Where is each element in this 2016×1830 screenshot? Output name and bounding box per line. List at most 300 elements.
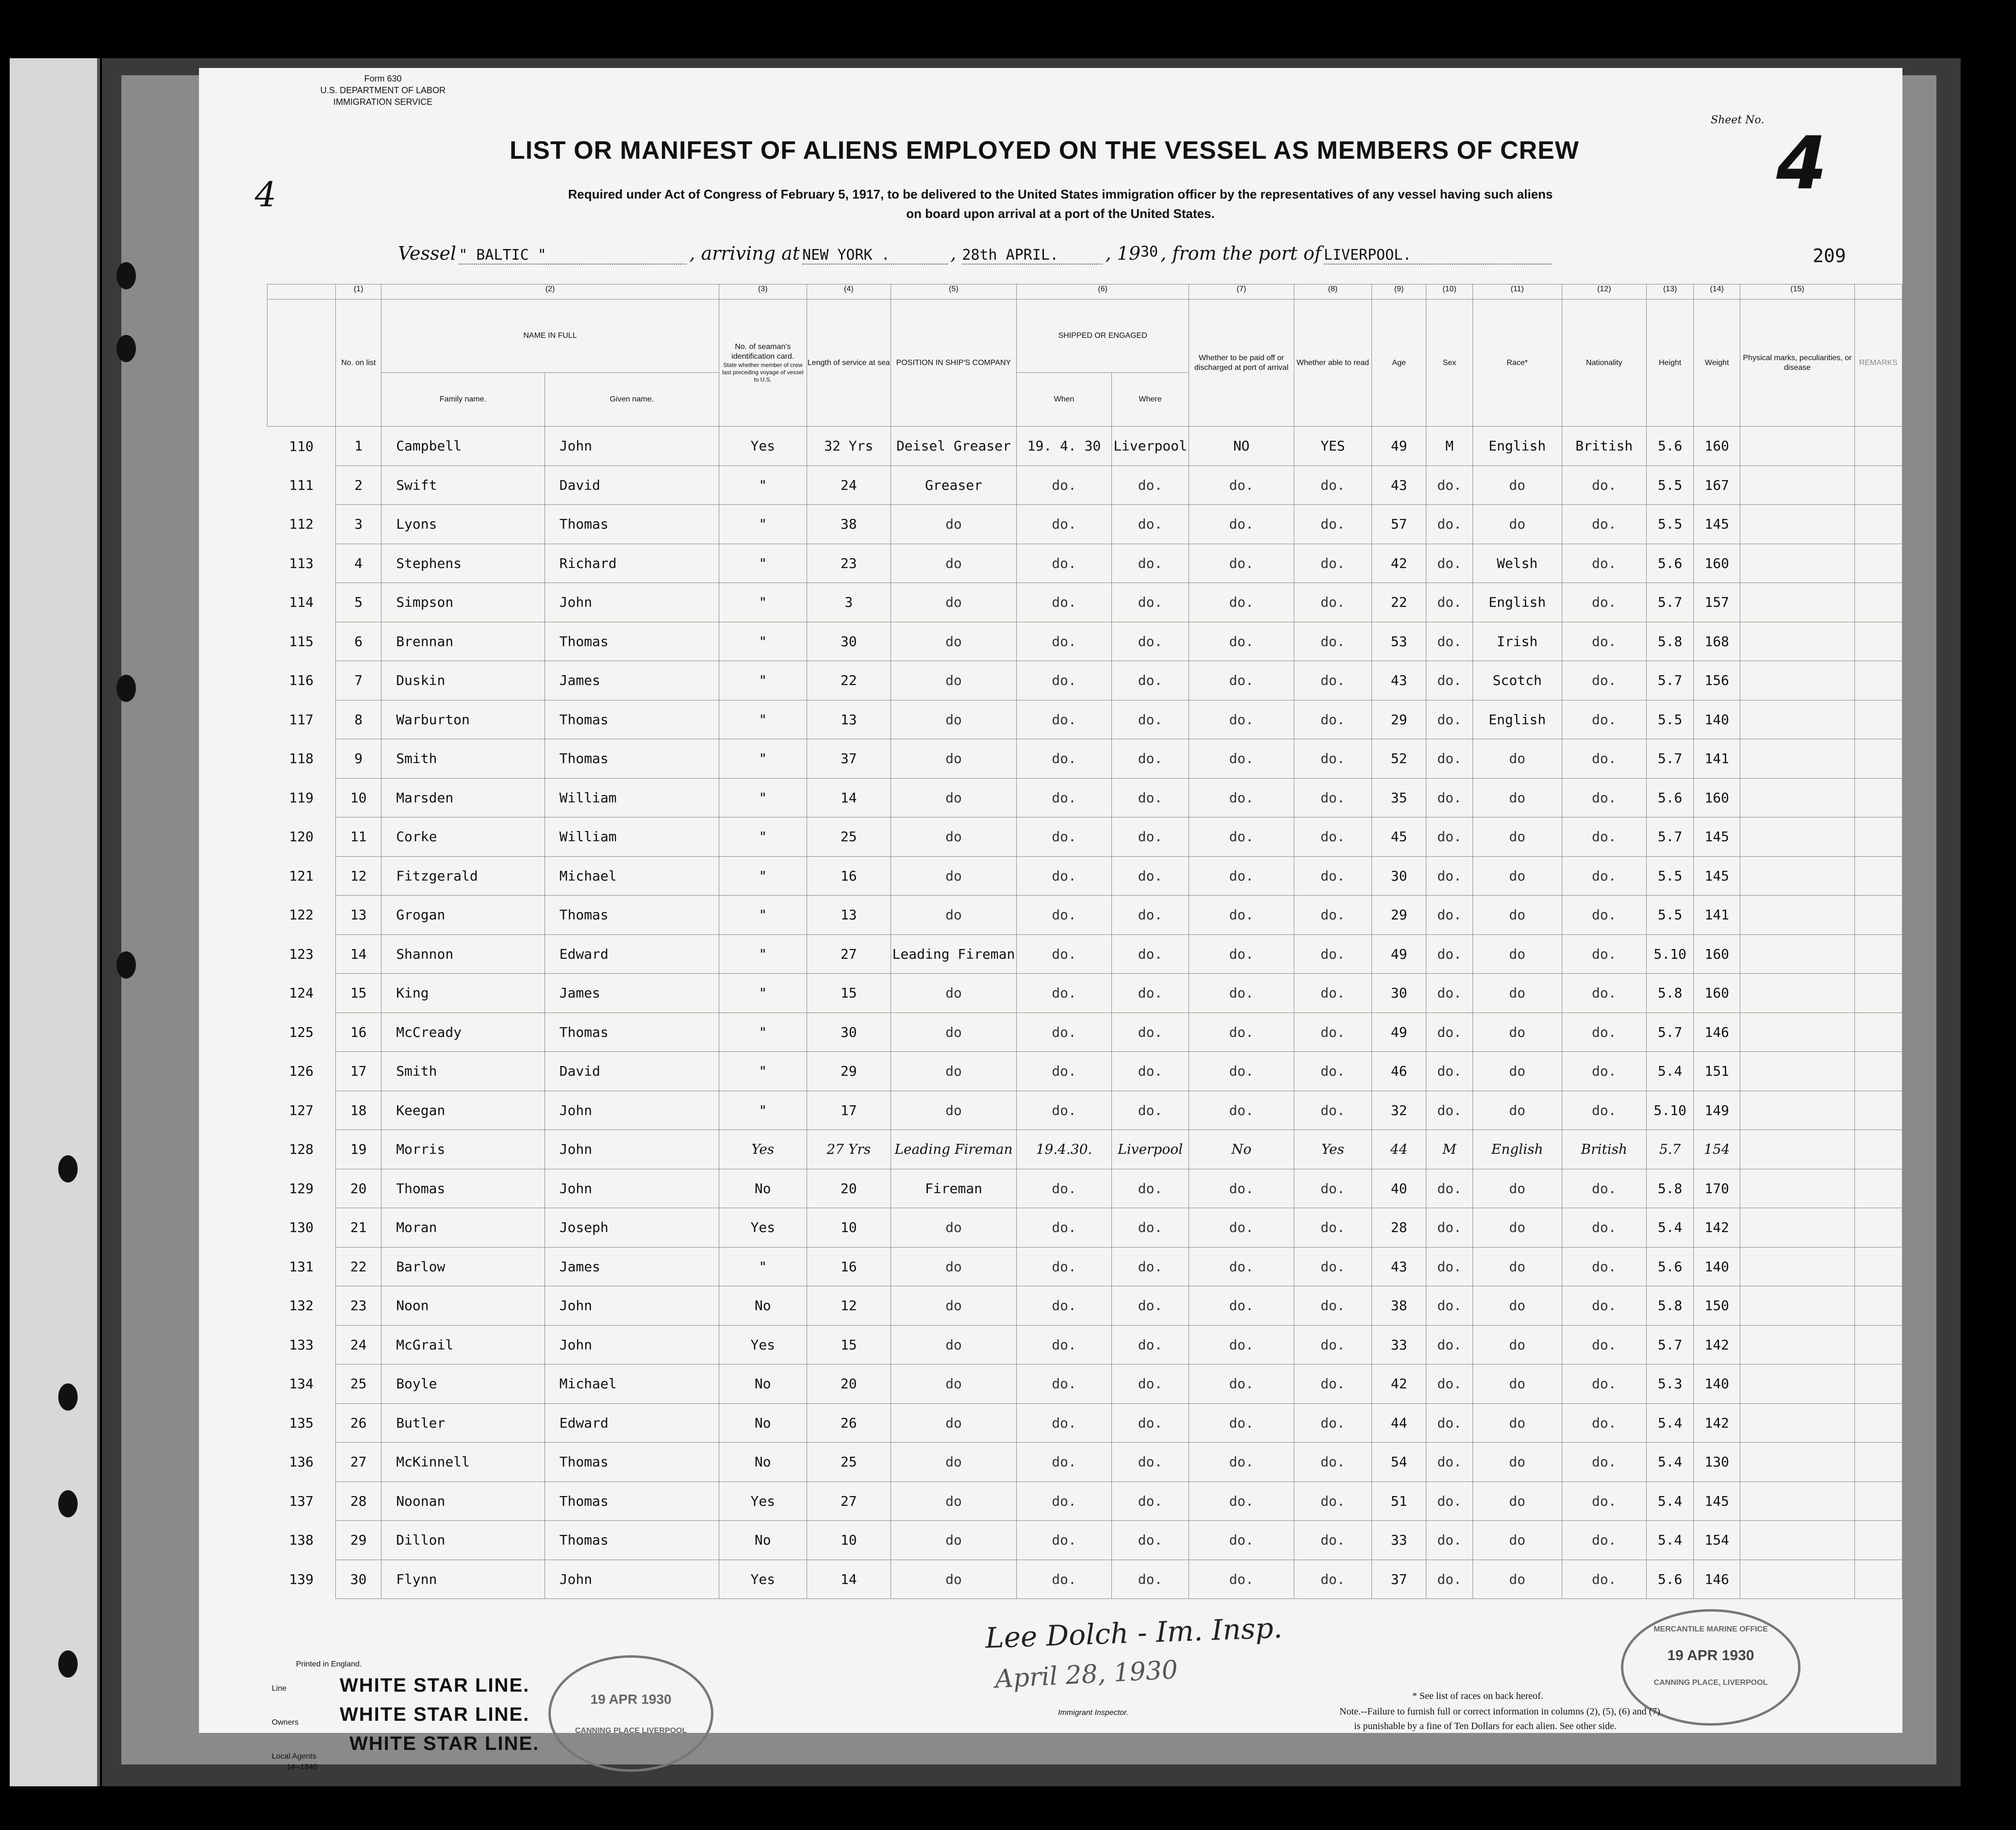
position-cell: do xyxy=(891,1091,1016,1130)
id-card-cell: Yes xyxy=(719,1560,807,1599)
shipped-where-cell: do. xyxy=(1111,700,1189,739)
service-length-cell: 30 xyxy=(807,622,891,661)
remarks-cell xyxy=(1854,1560,1902,1599)
id-card-cell: " xyxy=(719,505,807,544)
nationality-cell: do. xyxy=(1562,1013,1647,1052)
sex-cell: do. xyxy=(1426,505,1473,544)
table-row xyxy=(267,1052,1902,1091)
nationality-cell: do. xyxy=(1562,1286,1647,1326)
height-cell: 5.7 xyxy=(1647,1130,1694,1169)
physical-marks-cell xyxy=(1740,1013,1855,1052)
shipped-when-cell: do. xyxy=(1017,544,1112,583)
sex-cell: do. xyxy=(1426,1481,1473,1521)
list-number-cell: 25 xyxy=(336,1364,381,1404)
paid-off-cell: do. xyxy=(1189,856,1294,896)
given-name-cell: John xyxy=(545,1286,719,1326)
form-number: Form 630 xyxy=(364,74,402,83)
nationality-cell: do. xyxy=(1562,1481,1647,1521)
id-card-cell: " xyxy=(719,622,807,661)
shipped-where-cell: do. xyxy=(1111,856,1189,896)
family-name-cell: Shannon xyxy=(381,934,545,974)
list-number-cell: 30 xyxy=(336,1560,381,1599)
shipped-where-cell: do. xyxy=(1111,1325,1189,1364)
owners-stamp: WHITE STAR LINE. xyxy=(340,1704,530,1725)
height-cell: 5.4 xyxy=(1647,1521,1694,1560)
given-name-cell: Thomas xyxy=(545,700,719,739)
header-id-card-text: No. of seaman's identification card. xyxy=(731,343,794,361)
family-name-cell: King xyxy=(381,974,545,1013)
punch-hole xyxy=(58,1490,78,1517)
age-cell: 54 xyxy=(1372,1443,1426,1482)
given-name-cell: Joseph xyxy=(545,1208,719,1248)
weight-cell: 142 xyxy=(1694,1403,1740,1443)
position-cell: do xyxy=(891,896,1016,935)
sex-cell: do. xyxy=(1426,1521,1473,1560)
id-card-cell: No xyxy=(719,1364,807,1404)
right-stamp-top: MERCANTILE MARINE OFFICE xyxy=(1653,1625,1768,1633)
service-length-cell: 16 xyxy=(807,1247,891,1286)
service-length-cell: 10 xyxy=(807,1208,891,1248)
paid-off-cell: do. xyxy=(1189,1052,1294,1091)
sex-cell: do. xyxy=(1426,1247,1473,1286)
nationality-cell: do. xyxy=(1562,544,1647,583)
id-card-cell: " xyxy=(719,739,807,779)
table-row xyxy=(267,1247,1902,1286)
col-num: (12) xyxy=(1562,284,1647,299)
weight-cell: 145 xyxy=(1694,817,1740,857)
race-cell: do xyxy=(1472,1091,1562,1130)
paid-off-cell: do. xyxy=(1189,1403,1294,1443)
race-cell: do xyxy=(1472,1013,1562,1052)
shipped-when-cell: do. xyxy=(1017,583,1112,622)
race-cell: do xyxy=(1472,817,1562,857)
race-cell: do xyxy=(1472,1169,1562,1208)
shipped-when-cell: do. xyxy=(1017,1208,1112,1248)
list-number-cell: 16 xyxy=(336,1013,381,1052)
nationality-cell: do. xyxy=(1562,1325,1647,1364)
list-number-cell: 26 xyxy=(336,1403,381,1443)
age-cell: 49 xyxy=(1372,427,1426,466)
given-name-cell: James xyxy=(545,661,719,700)
binding-strip xyxy=(10,58,100,1786)
header-paid-off: Whether to be paid off or discharged at port of arrival xyxy=(1189,299,1294,427)
position-cell: do xyxy=(891,661,1016,700)
position-cell: do xyxy=(891,817,1016,857)
table-row xyxy=(267,1208,1902,1248)
right-stamp-text: CANNING PLACE, LIVERPOOL xyxy=(1653,1679,1768,1687)
height-cell: 5.7 xyxy=(1647,583,1694,622)
vessel-name: " BALTIC " xyxy=(459,247,687,265)
remarks-cell xyxy=(1854,505,1902,544)
column-number-row xyxy=(267,284,1902,299)
paid-off-cell: do. xyxy=(1189,661,1294,700)
weight-cell: 154 xyxy=(1694,1130,1740,1169)
sheet-number: 4 xyxy=(1776,121,1827,206)
table-row xyxy=(267,896,1902,935)
family-name-cell: Flynn xyxy=(381,1560,545,1599)
weight-cell: 160 xyxy=(1694,427,1740,466)
physical-marks-cell xyxy=(1740,622,1855,661)
col-num: (5) xyxy=(891,284,1016,299)
race-cell: do xyxy=(1472,1481,1562,1521)
given-name-cell: Thomas xyxy=(545,1481,719,1521)
remarks-cell xyxy=(1854,1325,1902,1364)
given-name-cell: David xyxy=(545,1052,719,1091)
sex-cell: M xyxy=(1426,1130,1473,1169)
height-cell: 5.4 xyxy=(1647,1403,1694,1443)
position-cell: do xyxy=(891,1013,1016,1052)
physical-marks-cell xyxy=(1740,1052,1855,1091)
margin-number-cell: 119 xyxy=(267,778,336,817)
table-row xyxy=(267,1091,1902,1130)
from-label: , from the port of xyxy=(1160,243,1322,264)
race-cell: do xyxy=(1472,1403,1562,1443)
margin-number-cell: 125 xyxy=(267,1013,336,1052)
given-name-cell: Thomas xyxy=(545,896,719,935)
remarks-cell xyxy=(1854,1247,1902,1286)
paid-off-cell: do. xyxy=(1189,1364,1294,1404)
height-cell: 5.6 xyxy=(1647,1560,1694,1599)
given-name-cell: Edward xyxy=(545,934,719,974)
physical-marks-cell xyxy=(1740,466,1855,505)
family-name-cell: Keegan xyxy=(381,1091,545,1130)
age-cell: 45 xyxy=(1372,817,1426,857)
height-cell: 5.6 xyxy=(1647,427,1694,466)
service-length-cell: 37 xyxy=(807,739,891,779)
sex-cell: do. xyxy=(1426,544,1473,583)
table-row xyxy=(267,505,1902,544)
able-to-read-cell: do. xyxy=(1294,817,1372,857)
paid-off-cell: do. xyxy=(1189,896,1294,935)
header-nationality: Nationality xyxy=(1562,299,1647,427)
punch-hole xyxy=(58,1383,78,1411)
list-number-cell: 13 xyxy=(336,896,381,935)
physical-marks-cell xyxy=(1740,934,1855,974)
able-to-read-cell: do. xyxy=(1294,544,1372,583)
weight-cell: 154 xyxy=(1694,1521,1740,1560)
remarks-cell xyxy=(1854,466,1902,505)
header-where: Where xyxy=(1111,373,1189,427)
col-num: (8) xyxy=(1294,284,1372,299)
weight-cell: 142 xyxy=(1694,1325,1740,1364)
position-cell: Deisel Greaser xyxy=(891,427,1016,466)
age-cell: 30 xyxy=(1372,974,1426,1013)
paid-off-cell: do. xyxy=(1189,505,1294,544)
position-cell: do xyxy=(891,1481,1016,1521)
height-cell: 5.4 xyxy=(1647,1052,1694,1091)
race-cell: do xyxy=(1472,778,1562,817)
given-name-cell: Richard xyxy=(545,544,719,583)
table-row xyxy=(267,1403,1902,1443)
race-cell: Irish xyxy=(1472,622,1562,661)
list-number-cell: 7 xyxy=(336,661,381,700)
age-cell: 35 xyxy=(1372,778,1426,817)
given-name-cell: David xyxy=(545,466,719,505)
paid-off-cell: do. xyxy=(1189,739,1294,779)
remarks-cell xyxy=(1854,856,1902,896)
able-to-read-cell: do. xyxy=(1294,1560,1372,1599)
service-length-cell: 22 xyxy=(807,661,891,700)
paid-off-cell: No xyxy=(1189,1130,1294,1169)
family-name-cell: Brennan xyxy=(381,622,545,661)
table-row xyxy=(267,974,1902,1013)
shipped-when-cell: do. xyxy=(1017,856,1112,896)
header-position: POSITION IN SHIP'S COMPANY xyxy=(891,299,1016,427)
weight-cell: 145 xyxy=(1694,1481,1740,1521)
service-length-cell: 3 xyxy=(807,583,891,622)
margin-number-cell: 127 xyxy=(267,1091,336,1130)
age-cell: 22 xyxy=(1372,583,1426,622)
race-cell: do xyxy=(1472,739,1562,779)
table-row xyxy=(267,778,1902,817)
able-to-read-cell: do. xyxy=(1294,934,1372,974)
col-num: (4) xyxy=(807,284,891,299)
remarks-cell xyxy=(1854,1403,1902,1443)
header-shipped: SHIPPED OR ENGAGED xyxy=(1017,299,1189,373)
list-number-cell: 10 xyxy=(336,778,381,817)
family-name-cell: Warburton xyxy=(381,700,545,739)
race-cell: do xyxy=(1472,856,1562,896)
race-cell: do xyxy=(1472,505,1562,544)
family-name-cell: Noonan xyxy=(381,1481,545,1521)
shipped-where-cell: do. xyxy=(1111,817,1189,857)
weight-cell: 156 xyxy=(1694,661,1740,700)
given-name-cell: Michael xyxy=(545,856,719,896)
shipped-when-cell: do. xyxy=(1017,1325,1112,1364)
height-cell: 5.3 xyxy=(1647,1364,1694,1404)
weight-cell: 140 xyxy=(1694,1364,1740,1404)
id-card-cell: No xyxy=(719,1521,807,1560)
sex-cell: do. xyxy=(1426,1443,1473,1482)
paid-off-cell: do. xyxy=(1189,778,1294,817)
id-card-cell: No xyxy=(719,1443,807,1482)
paid-off-cell: do. xyxy=(1189,1169,1294,1208)
height-cell: 5.5 xyxy=(1647,505,1694,544)
sex-cell: do. xyxy=(1426,700,1473,739)
age-cell: 49 xyxy=(1372,934,1426,974)
manifest-sheet xyxy=(199,68,1902,1771)
weight-cell: 145 xyxy=(1694,856,1740,896)
position-cell: do xyxy=(891,739,1016,779)
shipped-where-cell: do. xyxy=(1111,661,1189,700)
service-length-cell: 25 xyxy=(807,817,891,857)
shipped-where-cell: do. xyxy=(1111,466,1189,505)
shipped-where-cell: do. xyxy=(1111,1443,1189,1482)
shipped-when-cell: do. xyxy=(1017,934,1112,974)
family-name-cell: Butler xyxy=(381,1403,545,1443)
able-to-read-cell: do. xyxy=(1294,583,1372,622)
family-name-cell: Boyle xyxy=(381,1364,545,1404)
physical-marks-cell xyxy=(1740,1521,1855,1560)
remarks-cell xyxy=(1854,778,1902,817)
position-cell: do xyxy=(891,505,1016,544)
shipped-when-cell: 19. 4. 30 xyxy=(1017,427,1112,466)
owners-label: Owners xyxy=(272,1718,299,1727)
nationality-cell: do. xyxy=(1562,856,1647,896)
position-cell: do xyxy=(891,778,1016,817)
paid-off-cell: do. xyxy=(1189,1091,1294,1130)
margin-number-cell: 116 xyxy=(267,661,336,700)
sex-cell: do. xyxy=(1426,622,1473,661)
age-cell: 52 xyxy=(1372,739,1426,779)
header-height: Height xyxy=(1647,299,1694,427)
height-cell: 5.8 xyxy=(1647,974,1694,1013)
service-length-cell: 13 xyxy=(807,896,891,935)
list-number-cell: 24 xyxy=(336,1325,381,1364)
service-length-cell: 29 xyxy=(807,1052,891,1091)
paid-off-cell: do. xyxy=(1189,1560,1294,1599)
table-row xyxy=(267,1286,1902,1326)
age-cell: 49 xyxy=(1372,1013,1426,1052)
id-card-cell: " xyxy=(719,778,807,817)
physical-marks-cell xyxy=(1740,505,1855,544)
given-name-cell: John xyxy=(545,1325,719,1364)
table-row xyxy=(267,856,1902,896)
paid-off-cell: do. xyxy=(1189,974,1294,1013)
col-num: (1) xyxy=(336,284,381,299)
subtitle-block xyxy=(427,184,1694,223)
margin-number-cell: 110 xyxy=(267,427,336,466)
age-cell: 37 xyxy=(1372,1560,1426,1599)
shipped-where-cell: do. xyxy=(1111,1208,1189,1248)
weight-cell: 146 xyxy=(1694,1560,1740,1599)
remarks-cell xyxy=(1854,739,1902,779)
height-cell: 5.4 xyxy=(1647,1443,1694,1482)
shipped-where-cell: do. xyxy=(1111,1403,1189,1443)
able-to-read-cell: do. xyxy=(1294,739,1372,779)
margin-number-cell: 112 xyxy=(267,505,336,544)
right-stamp-date: 19 APR 1930 xyxy=(1667,1647,1754,1664)
paid-off-cell: do. xyxy=(1189,1443,1294,1482)
list-number-cell: 17 xyxy=(336,1052,381,1091)
sex-cell: do. xyxy=(1426,661,1473,700)
left-stamp-date: 19 APR 1930 xyxy=(590,1692,672,1707)
service-length-cell: 17 xyxy=(807,1091,891,1130)
able-to-read-cell: do. xyxy=(1294,1403,1372,1443)
line-label: Line xyxy=(272,1684,287,1693)
sex-cell: do. xyxy=(1426,856,1473,896)
sex-cell: do. xyxy=(1426,466,1473,505)
paid-off-cell: do. xyxy=(1189,1481,1294,1521)
page-title: LIST OR MANIFEST OF ALIENS EMPLOYED ON THE VESSEL AS MEMBERS OF CREW xyxy=(510,136,1579,165)
nationality-cell: do. xyxy=(1562,739,1647,779)
arriving-label: , arriving at xyxy=(689,243,800,264)
col-num: (10) xyxy=(1426,284,1473,299)
service-length-cell: 15 xyxy=(807,1325,891,1364)
race-cell: do xyxy=(1472,466,1562,505)
nationality-cell: do. xyxy=(1562,1052,1647,1091)
position-cell: do xyxy=(891,1052,1016,1091)
nationality-cell: do. xyxy=(1562,1208,1647,1248)
able-to-read-cell: Yes xyxy=(1294,1130,1372,1169)
table-row xyxy=(267,1169,1902,1208)
col-num: (3) xyxy=(719,284,807,299)
age-cell: 40 xyxy=(1372,1169,1426,1208)
id-card-cell: " xyxy=(719,1052,807,1091)
margin-number-cell: 136 xyxy=(267,1443,336,1482)
position-cell: do xyxy=(891,1403,1016,1443)
nationality-cell: British xyxy=(1562,427,1647,466)
family-name-cell: Noon xyxy=(381,1286,545,1326)
weight-cell: 160 xyxy=(1694,974,1740,1013)
list-number-cell: 15 xyxy=(336,974,381,1013)
sex-cell: do. xyxy=(1426,1169,1473,1208)
shipped-when-cell: do. xyxy=(1017,1443,1112,1482)
service-length-cell: 23 xyxy=(807,544,891,583)
remarks-cell xyxy=(1854,1013,1902,1052)
table-row xyxy=(267,817,1902,857)
inspection-date: April 28, 1930 xyxy=(994,1655,1179,1694)
service-length-cell: 15 xyxy=(807,974,891,1013)
shipped-when-cell: do. xyxy=(1017,466,1112,505)
physical-marks-cell xyxy=(1740,427,1855,466)
position-cell: do xyxy=(891,583,1016,622)
table-row xyxy=(267,583,1902,622)
shipped-where-cell: do. xyxy=(1111,1169,1189,1208)
position-cell: do xyxy=(891,700,1016,739)
race-cell: English xyxy=(1472,427,1562,466)
age-cell: 51 xyxy=(1372,1481,1426,1521)
shipped-when-cell: do. xyxy=(1017,661,1112,700)
shipped-where-cell: do. xyxy=(1111,622,1189,661)
able-to-read-cell: do. xyxy=(1294,974,1372,1013)
remarks-cell xyxy=(1854,1091,1902,1130)
id-card-cell: " xyxy=(719,896,807,935)
list-number-cell: 27 xyxy=(336,1443,381,1482)
given-name-cell: Thomas xyxy=(545,739,719,779)
margin-number-cell: 114 xyxy=(267,583,336,622)
id-card-cell: Yes xyxy=(719,427,807,466)
given-name-cell: William xyxy=(545,778,719,817)
sex-cell: do. xyxy=(1426,1286,1473,1326)
age-cell: 42 xyxy=(1372,1364,1426,1404)
punch-hole xyxy=(58,1650,78,1678)
subtitle-line-2: on board upon arrival at a port of the United States. xyxy=(906,206,1215,221)
table-row xyxy=(267,739,1902,779)
family-name-cell: Stephens xyxy=(381,544,545,583)
physical-marks-cell xyxy=(1740,1130,1855,1169)
physical-marks-cell xyxy=(1740,544,1855,583)
sheet-label: Sheet No. xyxy=(1711,114,1765,126)
inspector-signature: Lee Dolch - Im. Insp. xyxy=(984,1611,1283,1655)
shipped-where-cell: do. xyxy=(1111,896,1189,935)
shipped-where-cell: do. xyxy=(1111,1560,1189,1599)
remarks-cell xyxy=(1854,1481,1902,1521)
family-name-cell: Simpson xyxy=(381,583,545,622)
header-no-on-list: No. on list xyxy=(336,299,381,427)
margin-number-cell: 111 xyxy=(267,466,336,505)
departure-port: LIVERPOOL. xyxy=(1324,247,1552,265)
sex-cell: do. xyxy=(1426,739,1473,779)
able-to-read-cell: do. xyxy=(1294,1443,1372,1482)
able-to-read-cell: do. xyxy=(1294,622,1372,661)
position-cell: do xyxy=(891,1560,1016,1599)
inspector-label: Immigrant Inspector. xyxy=(1058,1709,1129,1717)
shipped-where-cell: do. xyxy=(1111,778,1189,817)
sex-cell: do. xyxy=(1426,896,1473,935)
height-cell: 5.8 xyxy=(1647,1169,1694,1208)
race-cell: do xyxy=(1472,896,1562,935)
paid-off-cell: do. xyxy=(1189,1521,1294,1560)
table-row xyxy=(267,1130,1902,1169)
subtitle-line-1: Required under Act of Congress of February 5, 1917, to be delivered to the United States immigration officer by the representatives of any vessel having such aliens xyxy=(568,187,1553,201)
table-row xyxy=(267,1443,1902,1482)
age-cell: 42 xyxy=(1372,544,1426,583)
remarks-cell xyxy=(1854,1286,1902,1326)
race-cell: do xyxy=(1472,1443,1562,1482)
able-to-read-cell: do. xyxy=(1294,856,1372,896)
service-length-cell: 24 xyxy=(807,466,891,505)
